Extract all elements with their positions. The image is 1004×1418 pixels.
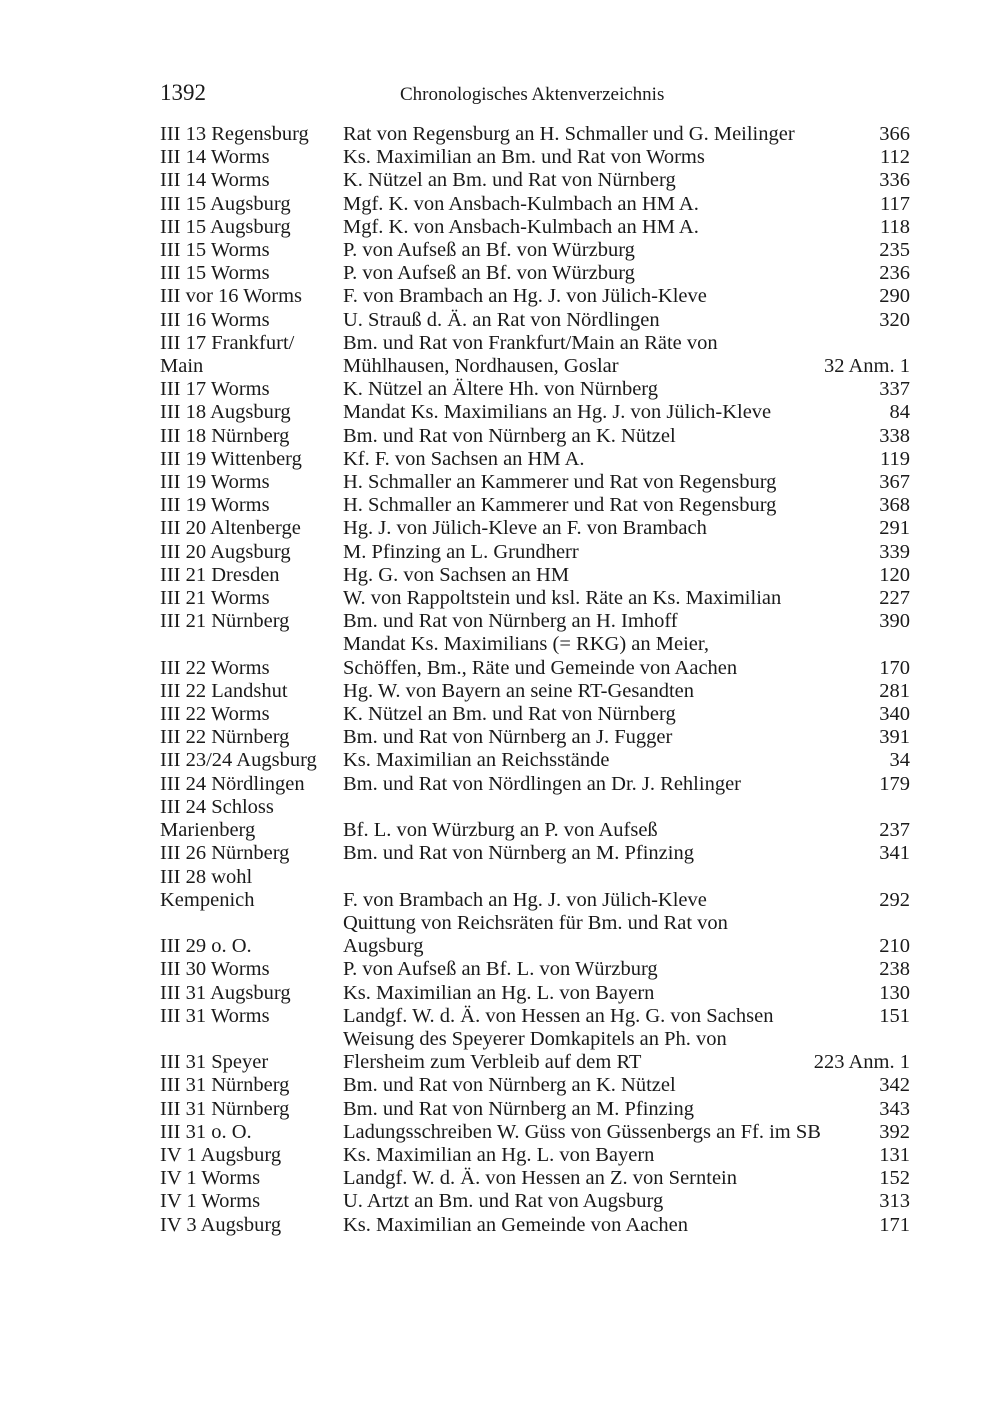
entry-date-place: III 22 Worms: [160, 656, 270, 679]
entry-document-number: 152: [879, 1167, 910, 1190]
entry-document-number: 291: [879, 517, 910, 540]
entry-date-place: IV 3 Augsburg: [160, 1213, 282, 1236]
entry-document-number: 320: [879, 308, 910, 331]
entry-row: [160, 958, 910, 981]
entry-document-number: 223 Anm. 1: [813, 1051, 910, 1074]
entry-date-place: IV 1 Worms: [160, 1190, 261, 1213]
chronological-entry-list: [160, 123, 910, 1237]
entry-document-number: 341: [879, 842, 910, 865]
entry-row: [160, 610, 910, 633]
entry-row: [160, 680, 910, 703]
entry-row: [160, 216, 910, 239]
entry-date-place: III 31 o. O.: [160, 1120, 252, 1143]
entry-description: Bf. L. von Würzburg an P. von Aufseß: [343, 819, 658, 842]
entry-document-number: 340: [879, 703, 910, 726]
entry-row: [160, 494, 910, 517]
entry-row: [160, 425, 910, 448]
entry-document-number: 292: [879, 888, 910, 911]
entry-row: [160, 1098, 910, 1121]
entry-date-place: III 29 o. O.: [160, 935, 252, 958]
entry-description: W. von Rappoltstein und ksl. Räte an Ks. Maximilian: [343, 587, 782, 610]
entry-date-place: III 19 Wittenberg: [160, 447, 302, 470]
entry-row: [160, 1074, 910, 1097]
entry-document-number: 336: [879, 169, 910, 192]
entry-document-number: 236: [879, 262, 910, 285]
entry-document-number: 119: [880, 447, 910, 470]
entry-document-number: 313: [879, 1190, 910, 1213]
entry-document-number: 179: [879, 772, 910, 795]
entry-description: Mgf. K. von Ansbach-Kulmbach an HM A.: [343, 215, 699, 238]
entry-date-place: III 31 Nürnberg: [160, 1074, 290, 1097]
entry-document-number: 366: [879, 123, 910, 145]
entry-document-number: 32 Anm. 1: [824, 355, 910, 378]
entry-description: Bm. und Rat von Nürnberg an H. Imhoff: [343, 610, 678, 633]
entry-row: [160, 982, 910, 1005]
entry-row: [160, 285, 910, 308]
entry-document-number: 338: [879, 424, 910, 447]
entry-row: [160, 541, 910, 564]
entry-date-place: III 19 Worms: [160, 494, 270, 517]
entry-date-place: III 31 Nürnberg: [160, 1097, 290, 1120]
entry-description: Mandat Ks. Maximilians (= RKG) an Meier, Schöffen, Bm., Räte und Gemeinde von Aachen: [343, 633, 738, 679]
entry-document-number: 337: [879, 378, 910, 401]
entry-description: H. Schmaller an Kammerer und Rat von Regensburg: [343, 471, 777, 494]
entry-row: [160, 796, 910, 842]
entry-row: [160, 1190, 910, 1213]
entry-description: H. Schmaller an Kammerer und Rat von Regensburg: [343, 494, 777, 517]
entry-row: [160, 1167, 910, 1190]
entry-date-place: III 17 Worms: [160, 378, 270, 401]
entry-document-number: 290: [879, 285, 910, 308]
entry-row: [160, 749, 910, 772]
entry-description: Mgf. K. von Ansbach-Kulmbach an HM A.: [343, 192, 699, 215]
entry-row: [160, 193, 910, 216]
entry-document-number: 391: [879, 726, 910, 749]
entry-description: F. von Brambach an Hg. J. von Jülich-Kleve: [343, 285, 707, 308]
entry-row: [160, 564, 910, 587]
entry-document-number: 34: [889, 749, 910, 772]
entry-date-place: III 20 Augsburg: [160, 540, 291, 563]
entry-document-number: 120: [879, 563, 910, 586]
entry-description: Hg. J. von Jülich-Kleve an F. von Brambach: [343, 517, 707, 540]
entry-document-number: 235: [879, 239, 910, 262]
entry-date-place: III 20 Altenberge: [160, 517, 301, 540]
page-header: [160, 78, 910, 108]
entry-date-place: III 24 Nördlingen: [160, 772, 305, 795]
entry-description: K. Nützel an Bm. und Rat von Nürnberg: [343, 703, 676, 726]
entry-description: Quittung von Reichsräten für Bm. und Rat von Augsburg: [343, 911, 728, 958]
entry-document-number: 130: [879, 981, 910, 1004]
entry-description: Rat von Regensburg an H. Schmaller und G. Meilinger: [343, 123, 795, 145]
entry-document-number: 210: [879, 935, 910, 958]
entry-row: [160, 262, 910, 285]
entry-date-place: III 22 Landshut: [160, 679, 288, 702]
entry-row: [160, 633, 910, 679]
entry-row: [160, 378, 910, 401]
entry-row: [160, 726, 910, 749]
entry-document-number: 342: [879, 1074, 910, 1097]
entry-description: Bm. und Rat von Nürnberg an K. Nützel: [343, 424, 676, 447]
entry-description: Mandat Ks. Maximilians an Hg. J. von Jülich-Kleve: [343, 401, 772, 424]
entry-document-number: 238: [879, 958, 910, 981]
entry-description: U. Artzt an Bm. und Rat von Augsburg: [343, 1190, 664, 1213]
entry-document-number: 151: [879, 1004, 910, 1027]
entry-description: Landgf. W. d. Ä. von Hessen an Hg. G. von Sachsen: [343, 1004, 774, 1027]
entry-description: F. von Brambach an Hg. J. von Jülich-Kleve: [343, 888, 707, 911]
entry-date-place: III 28 wohl Kempenich: [160, 865, 255, 911]
entry-document-number: 171: [879, 1213, 910, 1236]
entry-row: [160, 169, 910, 192]
entry-document-number: 131: [879, 1143, 910, 1166]
entry-row: [160, 1214, 910, 1237]
entry-document-number: 112: [880, 146, 910, 169]
entry-document-number: 281: [879, 679, 910, 702]
entry-date-place: III 18 Augsburg: [160, 401, 291, 424]
entry-date-place: III 22 Nürnberg: [160, 726, 290, 749]
entry-row: [160, 239, 910, 262]
entry-date-place: III 31 Speyer: [160, 1051, 269, 1074]
entry-description: Bm. und Rat von Nürnberg an K. Nützel: [343, 1074, 676, 1097]
entry-row: [160, 123, 910, 146]
entry-description: Ks. Maximilian an Gemeinde von Aachen: [343, 1213, 688, 1236]
entry-description: Hg. W. von Bayern an seine RT-Gesandten: [343, 679, 695, 702]
entry-date-place: IV 1 Worms: [160, 1167, 261, 1190]
entry-description: Ks. Maximilian an Bm. und Rat von Worms: [343, 146, 705, 169]
entry-row: [160, 703, 910, 726]
entry-description: P. von Aufseß an Bf. von Würzburg: [343, 262, 635, 285]
entry-document-number: 227: [879, 587, 910, 610]
entry-date-place: III 15 Worms: [160, 239, 270, 262]
entry-date-place: III 14 Worms: [160, 169, 270, 192]
entry-description: Ks. Maximilian an Hg. L. von Bayern: [343, 1143, 655, 1166]
entry-description: Ks. Maximilian an Reichsstände: [343, 749, 610, 772]
entry-row: [160, 1144, 910, 1167]
entry-date-place: III 19 Worms: [160, 471, 270, 494]
entry-date-place: III 23/24 Augsburg: [160, 749, 317, 772]
entry-row: [160, 309, 910, 332]
entry-description: Bm. und Rat von Frankfurt/Main an Räte von Mühlhausen, Nordhausen, Goslar: [343, 331, 718, 378]
entry-document-number: 392: [879, 1120, 910, 1143]
entry-description: Ladungsschreiben W. Güss von Güssenbergs an Ff. im SB: [343, 1120, 821, 1143]
entry-row: [160, 773, 910, 796]
entry-row: [160, 1005, 910, 1028]
entry-row: [160, 1121, 910, 1144]
entry-date-place: III 26 Nürnberg: [160, 842, 290, 865]
entry-description: Bm. und Rat von Nürnberg an J. Fugger: [343, 726, 673, 749]
entry-row: [160, 471, 910, 494]
entry-document-number: 339: [879, 540, 910, 563]
entry-row: [160, 866, 910, 912]
entry-date-place: III 16 Worms: [160, 308, 270, 331]
entry-row: [160, 146, 910, 169]
entry-date-place: III 15 Augsburg: [160, 215, 291, 238]
entry-date-place: III 15 Worms: [160, 262, 270, 285]
entry-description: K. Nützel an Ältere Hh. von Nürnberg: [343, 378, 659, 401]
entry-date-place: III vor 16 Worms: [160, 285, 303, 308]
entry-date-place: III 13 Regensburg: [160, 123, 309, 145]
entry-description: M. Pfinzing an L. Grundherr: [343, 540, 579, 563]
entry-description: Landgf. W. d. Ä. von Hessen an Z. von Serntein: [343, 1167, 737, 1190]
entry-row: [160, 912, 910, 958]
entry-date-place: III 15 Augsburg: [160, 192, 291, 215]
entry-date-place: III 31 Worms: [160, 1004, 270, 1027]
entry-date-place: III 14 Worms: [160, 146, 270, 169]
entry-description: Bm. und Rat von Nürnberg an M. Pfinzing: [343, 842, 694, 865]
entry-description: Weisung des Speyerer Domkapitels an Ph. von Flersheim zum Verbleib auf dem RT: [343, 1027, 727, 1074]
entry-date-place: III 18 Nürnberg: [160, 424, 290, 447]
entry-document-number: 117: [880, 192, 910, 215]
entry-description: Hg. G. von Sachsen an HM: [343, 563, 570, 586]
page-number: 1392: [160, 80, 206, 105]
entry-row: [160, 401, 910, 424]
entry-row: [160, 517, 910, 540]
entry-description: Bm. und Rat von Nördlingen an Dr. J. Rehlinger: [343, 772, 741, 795]
entry-row: [160, 1028, 910, 1074]
entry-description: P. von Aufseß an Bf. von Würzburg: [343, 239, 635, 262]
entry-row: [160, 842, 910, 865]
entry-description: Kf. F. von Sachsen an HM A.: [343, 447, 585, 470]
entry-document-number: 368: [879, 494, 910, 517]
entry-description: K. Nützel an Bm. und Rat von Nürnberg: [343, 169, 676, 192]
entry-document-number: 84: [889, 401, 910, 424]
entry-document-number: 367: [879, 471, 910, 494]
entry-date-place: III 17 Frankfurt/ Main: [160, 331, 295, 378]
entry-row: [160, 587, 910, 610]
entry-date-place: III 21 Dresden: [160, 563, 280, 586]
entry-date-place: III 30 Worms: [160, 958, 270, 981]
entry-document-number: 390: [879, 610, 910, 633]
entry-date-place: III 22 Worms: [160, 703, 270, 726]
entry-row: [160, 332, 910, 378]
running-title: Chronologisches Aktenverzeichnis: [400, 84, 665, 105]
entry-document-number: 118: [880, 215, 910, 238]
entry-document-number: 170: [879, 656, 910, 679]
entry-date-place: III 31 Augsburg: [160, 981, 291, 1004]
entry-row: [160, 448, 910, 471]
entry-document-number: 343: [879, 1097, 910, 1120]
entry-description: Ks. Maximilian an Hg. L. von Bayern: [343, 981, 655, 1004]
entry-date-place: III 21 Nürnberg: [160, 610, 290, 633]
entry-date-place: IV 1 Augsburg: [160, 1143, 282, 1166]
entry-description: P. von Aufseß an Bf. L. von Würzburg: [343, 958, 658, 981]
entry-description: U. Strauß d. Ä. an Rat von Nördlingen: [343, 308, 660, 331]
entry-description: Bm. und Rat von Nürnberg an M. Pfinzing: [343, 1097, 694, 1120]
entry-document-number: 237: [879, 819, 910, 842]
entry-date-place: III 24 Schloss Marienberg: [160, 795, 274, 842]
entry-date-place: III 21 Worms: [160, 587, 270, 610]
